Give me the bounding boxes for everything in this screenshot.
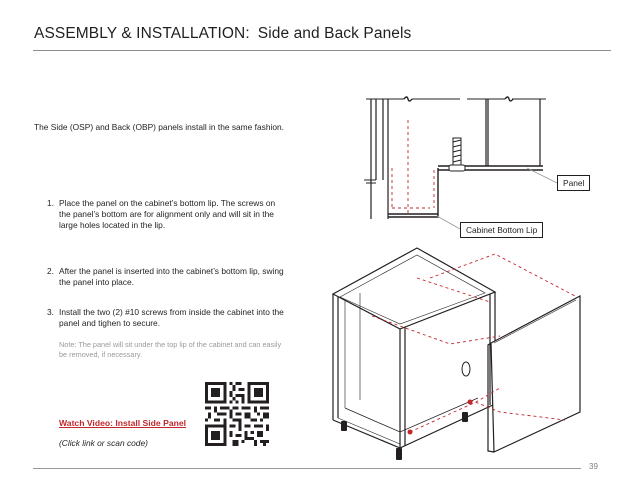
side-panel bbox=[488, 296, 580, 452]
step-2 bbox=[47, 266, 287, 288]
callout-bottom-lip: Cabinet Bottom Lip bbox=[460, 222, 543, 238]
cabinet-inner-back bbox=[345, 293, 360, 408]
intro-text: The Side (OSP) and Back (OBP) panels install in the same fashion. bbox=[34, 122, 284, 132]
page-number: 39 bbox=[589, 462, 598, 471]
red-screw-markers bbox=[408, 400, 473, 435]
break-mark-left bbox=[404, 97, 412, 101]
step-text: Install the two (2) #10 screws from inside the cabinet into the panel and tighen to secure. bbox=[59, 307, 284, 328]
step-text: After the panel is inserted into the cabinet’s bottom lip, swing the panel into place. bbox=[59, 266, 284, 287]
step-number: 3. bbox=[47, 307, 54, 317]
click-instruction: (Click link or scan code) bbox=[59, 438, 148, 448]
cabinet-back-right-edge bbox=[490, 292, 495, 405]
cabinet-base-front bbox=[338, 418, 400, 444]
cabinet-bottom-lip bbox=[388, 168, 438, 217]
panel-top-lip bbox=[438, 166, 543, 170]
header-divider bbox=[33, 50, 611, 51]
watch-video-link[interactable]: Watch Video: Install Side Panel bbox=[59, 418, 187, 428]
panel-vertical bbox=[486, 99, 540, 166]
callout-panel: Panel bbox=[557, 175, 590, 191]
cabinet-side-wall bbox=[371, 99, 388, 219]
step-number: 1. bbox=[47, 198, 54, 208]
step-1 bbox=[47, 198, 287, 231]
install-guides bbox=[372, 254, 575, 432]
title-subtitle: Side and Back Panels bbox=[257, 25, 412, 42]
cabinet-side-inner bbox=[364, 180, 376, 183]
cabinet-front-right-edge bbox=[400, 327, 405, 448]
cabinet-front-left-edge bbox=[333, 294, 338, 420]
step-number: 2. bbox=[47, 266, 54, 276]
cabinet-bottom-front bbox=[333, 404, 495, 448]
cabinet-bottom-inner bbox=[345, 398, 478, 432]
note-text: Note: The panel will sit under the top lip of the cabinet and can easily be removed, if necessary. bbox=[59, 340, 282, 359]
cabinet-top-face bbox=[333, 248, 495, 329]
section-detail bbox=[364, 97, 546, 219]
alignment-guides bbox=[392, 120, 434, 214]
step-text: Place the panel on the cabinet’s bottom lip. The screws on the panel’s bottom are for alignment only and will sit in the large holes located in the lip. bbox=[59, 198, 276, 230]
footer-divider bbox=[33, 468, 581, 469]
cabinet-inner-top bbox=[340, 255, 485, 324]
break-mark-right bbox=[505, 97, 513, 101]
qr-code[interactable] bbox=[205, 382, 269, 446]
step-3 bbox=[47, 307, 287, 329]
callout-leaders bbox=[437, 168, 557, 229]
screw bbox=[449, 138, 465, 171]
cabinet-legs bbox=[341, 412, 468, 460]
page-title bbox=[34, 25, 411, 43]
cabinet-isometric bbox=[333, 248, 495, 448]
title-main: ASSEMBLY & INSTALLATION: bbox=[34, 25, 250, 42]
cable-hole bbox=[462, 362, 470, 376]
